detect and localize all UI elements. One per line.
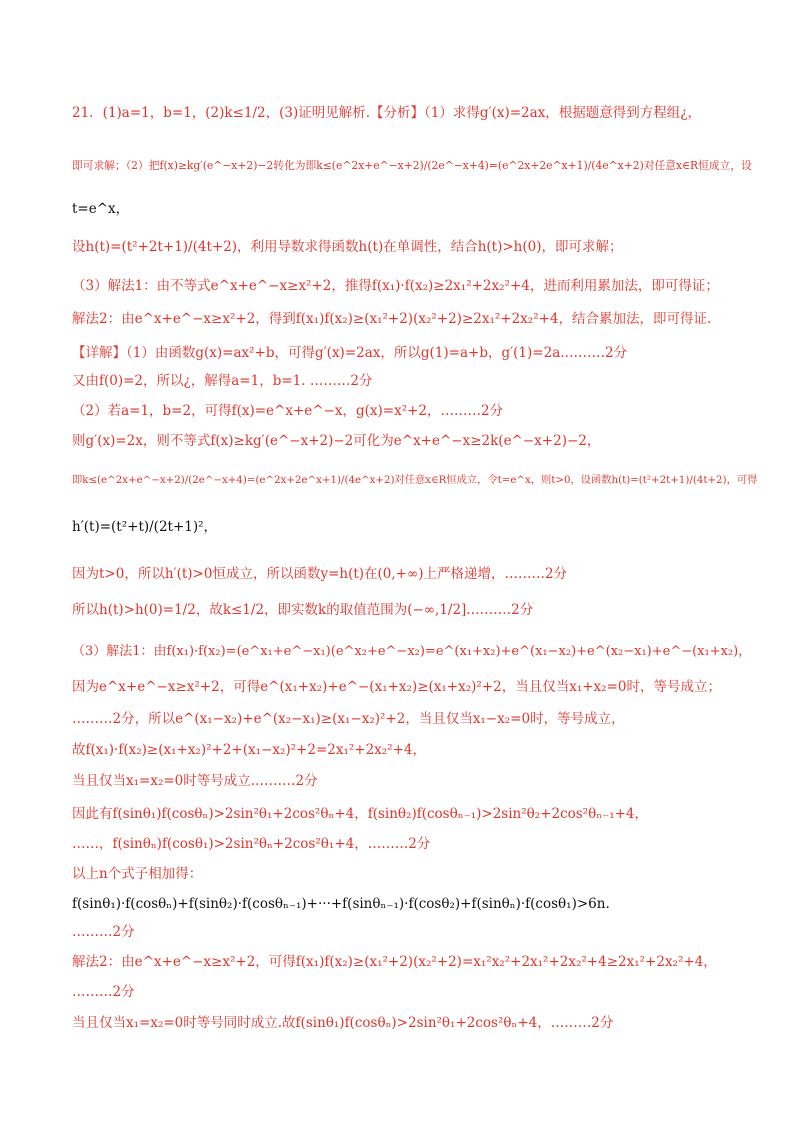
text-line-12: h′(t)=(t²+t)/(2t+1)²， (72, 519, 218, 535)
text-line-1: 21．(1)a=1，b=1，(2)k≤1/2，(3)证明见解析.【分析】（1）求得g′(x)=2ax，根据题意得到方程组¿， (72, 105, 702, 121)
text-line-22: 以上n个式子相加得： (72, 866, 203, 882)
text-line-4: 设h(t)=(t²+2t+1)/(4t+2)，利用导数求得函数h(t)在单调性，结合h(t)>h(0)，即可求解； (72, 239, 623, 255)
text-line-15: （3）解法1：由f(x₁)·f(x₂)=(e^x₁+e^−x₁)(e^x₂+e^−x₂)=e^(x₁+x₂)+e^(x₁−x₂)+e^(x₂−x₁)+e^−(x₁+x₂)， (72, 644, 752, 659)
text-line-18: 故f(x₁)·f(x₂)≥(x₁+x₂)²+2+(x₁−x₂)²+2=2x₁²+2x₂²+4， (72, 742, 427, 758)
text-line-11: 即k≤(e^2x+e^−x+2)/(2e^−x+4)=(e^2x+2e^x+1)/(4e^x+2)对任意x∈R恒成立，令t=e^x，则t>0，设函数h(t)=(t²+2t+1)/(4t+2)，可得 (72, 474, 758, 486)
text-line-3: t=e^x， (72, 201, 130, 217)
text-line-20: 因此有f(sinθ₁)f(cosθₙ)>2sin²θ₁+2cos²θₙ+4，f(sinθ₂)f(cosθₙ₋₁)>2sin²θ₂+2cos²θₙ₋₁+4， (72, 806, 649, 822)
text-line-13: 因为t>0，所以h′(t)>0恒成立，所以函数y=h(t)在(0,+∞)上严格递增，………2分 (72, 566, 568, 582)
text-line-19: 当且仅当x₁=x₂=0时等号成立.………2分 (72, 773, 318, 789)
text-line-8: 又由f(0)=2，所以¿，解得a=1，b=1. ………2分 (72, 373, 373, 389)
text-line-10: 则g′(x)=2x，则不等式f(x)≥kg′(e^−x+2)−2可化为e^x+e^−x≥2k(e^−x+2)−2， (72, 433, 601, 449)
text-line-6: 解法2：由e^x+e^−x≥x²+2，得到f(x₁)f(x₂)≥(x₁²+2)(x₂²+2)≥2x₁²+2x₂²+4，结合累加法，即可得证. (72, 311, 712, 327)
text-line-9: （2）若a=1，b=2，可得f(x)=e^x+e^−x，g(x)=x²+2，………2分 (72, 403, 504, 419)
text-line-2: 即可求解；（2）把f(x)≥kg′(e^−x+2)−2转化为即k≤(e^2x+e^−x+2)/(2e^−x+4)=(e^2x+2e^x+1)/(4e^x+2)对任意x∈R恒成立，设 (72, 159, 752, 172)
text-line-24: ………2分 (72, 924, 135, 940)
text-line-14: 所以h(t)>h(0)=1/2，故k≤1/2，即实数k的取值范围为(−∞,1/2].………2分 (72, 602, 534, 618)
text-line-5: （3）解法1：由不等式e^x+e^−x≥x²+2，推得f(x₁)·f(x₂)≥2x₁²+2x₂²+4，进而利用累加法，即可得证； (72, 278, 719, 294)
text-line-17: ………2分，所以e^(x₁−x₂)+e^(x₂−x₁)≥(x₁−x₂)²+2，当且仅当x₁−x₂=0时，等号成立， (72, 711, 625, 727)
text-line-26: ………2分 (72, 984, 135, 1000)
text-line-23: f(sinθ₁)·f(cosθₙ)+f(sinθ₂)·f(cosθₙ₋₁)+···+f(sinθₙ₋₁)·f(cosθ₂)+f(sinθₙ)·f(cosθ₁)>6n. (72, 896, 610, 912)
text-line-27: 当且仅当x₁=x₂=0时等号同时成立.故f(sinθ₁)f(cosθₙ)>2sin²θ₁+2cos²θₙ+4，………2分 (72, 1015, 614, 1031)
text-line-7: 【详解】（1）由函数g(x)=ax²+b，可得g′(x)=2ax，所以g(1)=a+b，g′(1)=2a.………2分 (72, 345, 628, 361)
text-line-21: ……，f(sinθₙ)f(cosθ₁)>2sin²θₙ+2cos²θ₁+4，………2分 (72, 836, 431, 852)
text-line-25: 解法2：由e^x+e^−x≥x²+2，可得f(x₁)f(x₂)≥(x₁²+2)(x₂²+2)=x₁²x₂²+2x₁²+2x₂²+4≥2x₁²+2x₂²+4， (72, 954, 717, 970)
text-line-16: 因为e^x+e^−x≥x²+2，可得e^(x₁+x₂)+e^−(x₁+x₂)≥(x₁+x₂)²+2，当且仅当x₁+x₂=0时，等号成立； (72, 679, 721, 695)
